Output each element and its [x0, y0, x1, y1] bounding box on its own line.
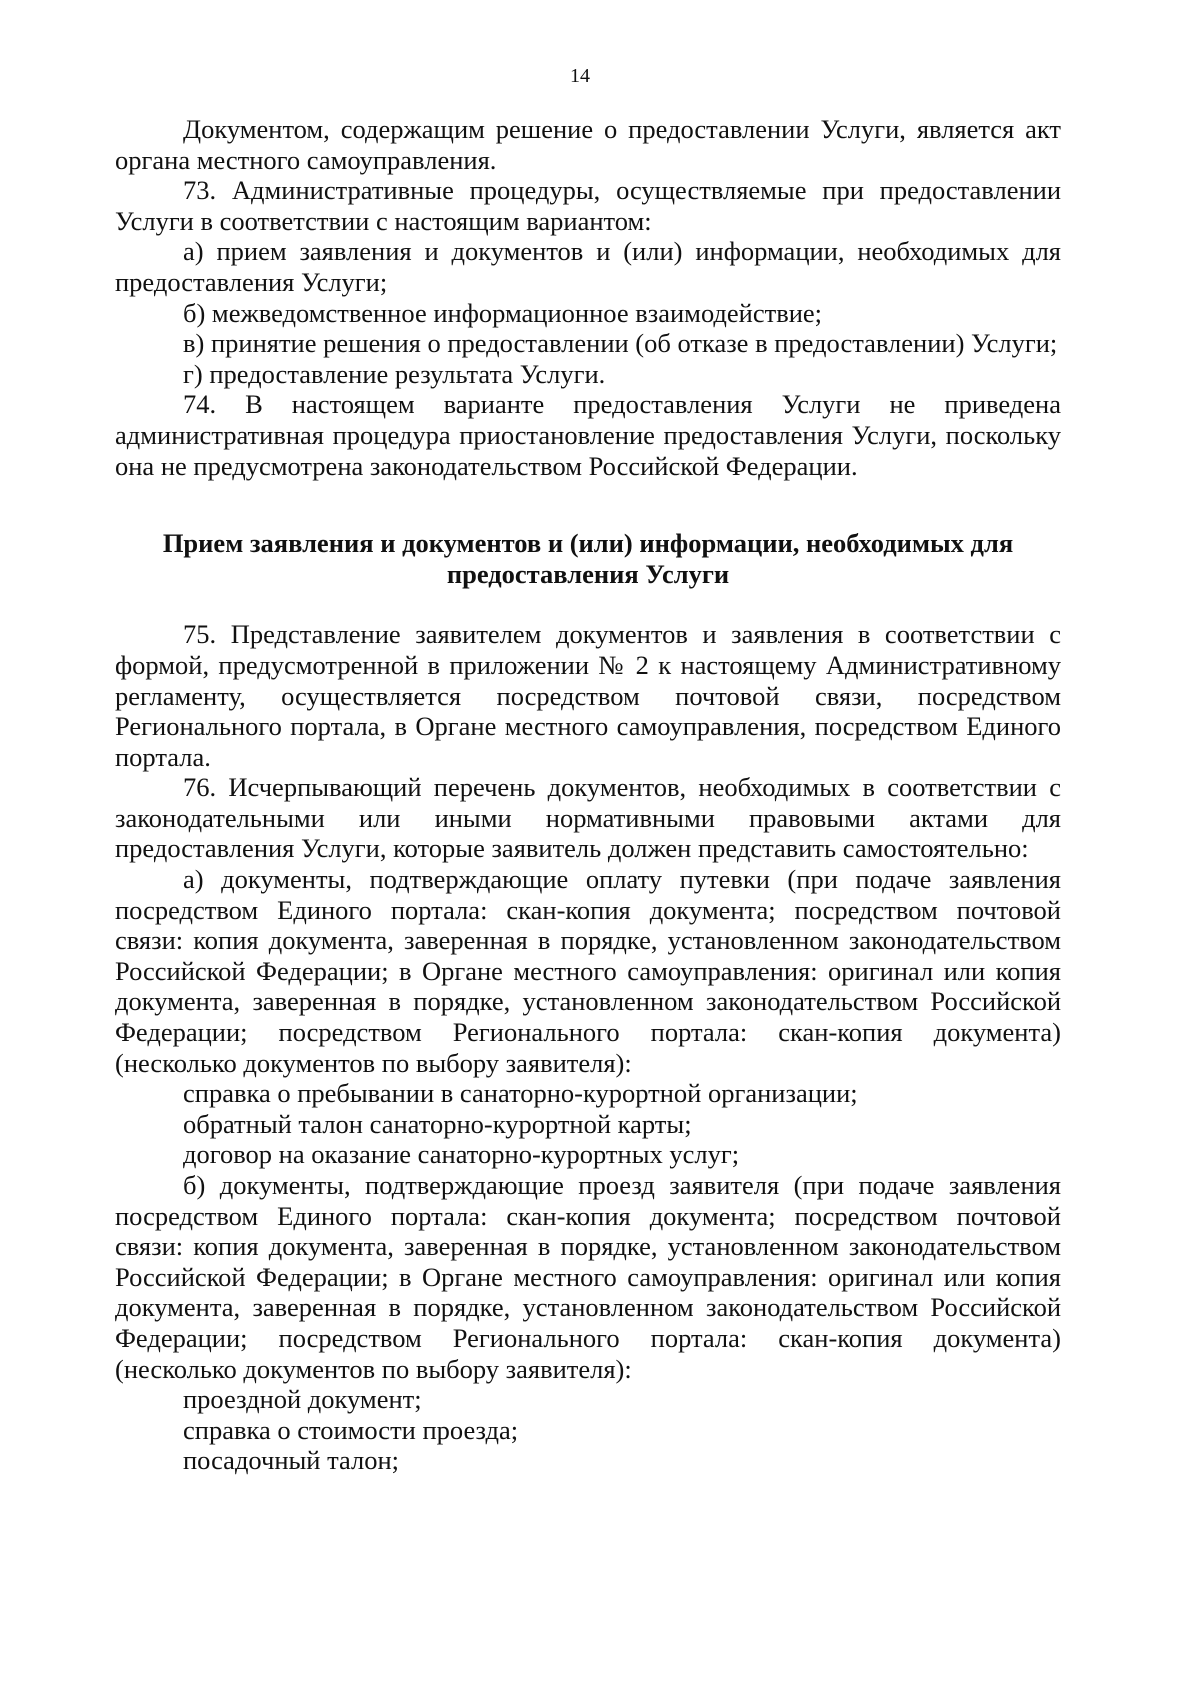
list-item-boarding-pass: посадочный талон; [183, 1445, 400, 1476]
paragraph-76-b: б) документы, подтверждающие проезд заявителя (при подаче заявления посредством Единого портала: скан-копия документа; посредством почтовой связи: копия документа, заверенная в порядке, установленном законодательством Российской Федерации; в Органе местного самоуправления: оригинал или копия документа, заверенная в порядке, установленном законодательством Российской Федерации; посредством Регионального портала: скан-копия документа) (несколько документов по выбору заявителя): [115, 1170, 1061, 1384]
paragraph-75: 75. Представление заявителем документов и заявления в соответствии с формой, предусмотренной в приложении № 2 к настоящему Административному регламенту, осуществляется посредством почтовой связи, посредством Регионального портала, в Органе местного самоуправления, посредством Единого портала. [115, 619, 1061, 772]
list-item-travel-cost-certificate: справка о стоимости проезда; [183, 1414, 519, 1445]
paragraph-73-a: а) прием заявления и документов и (или) информации, необходимых для предоставления Услуги; [115, 236, 1061, 297]
list-item-return-coupon: обратный талон санаторно-курортной карты; [183, 1108, 692, 1139]
paragraph-76-a: а) документы, подтверждающие оплату путевки (при подаче заявления посредством Единого портала: скан-копия документа; посредством почтовой связи: копия документа, заверенная в порядке, установленном законодательством Российской Федерации; в Органе местного самоуправления: оригинал или копия документа, заверенная в порядке, установленном законодательством Российской Федерации; посредством Регионального портала: скан-копия документа) (несколько документов по выбору заявителя): [115, 864, 1061, 1078]
section-heading-line-1: Прием заявления и документов и (или) информации, необходимых для [162, 528, 1014, 559]
page-number: 14 [570, 65, 590, 87]
paragraph-73-v: в) принятие решения о предоставлении (об отказе в предоставлении) Услуги; [183, 328, 1058, 359]
list-item-travel-document: проездной документ; [183, 1384, 422, 1415]
paragraph-74: 74. В настоящем варианте предоставления Услуги не приведена административная процедура приостановление предоставления Услуги, поскольку она не предусмотрена законодательством Российской Федерации. [115, 389, 1061, 481]
paragraph-73-g: г) предоставление результата Услуги. [183, 358, 606, 389]
section-heading [115, 528, 1061, 589]
paragraph-73: 73. Административные процедуры, осуществляемые при предоставлении Услуги в соответствии с настоящим вариантом: [115, 175, 1061, 236]
list-item-service-contract: договор на оказание санаторно-курортных услуг; [183, 1139, 740, 1170]
paragraph-73-b: б) межведомственное информационное взаимодействие; [183, 297, 823, 328]
section-heading-line-2: предоставления Услуги [446, 558, 730, 589]
document-body [115, 114, 1061, 1476]
paragraph-76: 76. Исчерпывающий перечень документов, необходимых в соответствии с законодательными или иными нормативными правовыми актами для предоставления Услуги, которые заявитель должен представить самостоятельно: [115, 772, 1061, 864]
paragraph-result-document: Документом, содержащим решение о предоставлении Услуги, является акт органа местного самоуправления. [115, 114, 1061, 175]
list-item-stay-certificate: справка о пребывании в санаторно-курортной организации; [183, 1078, 858, 1109]
